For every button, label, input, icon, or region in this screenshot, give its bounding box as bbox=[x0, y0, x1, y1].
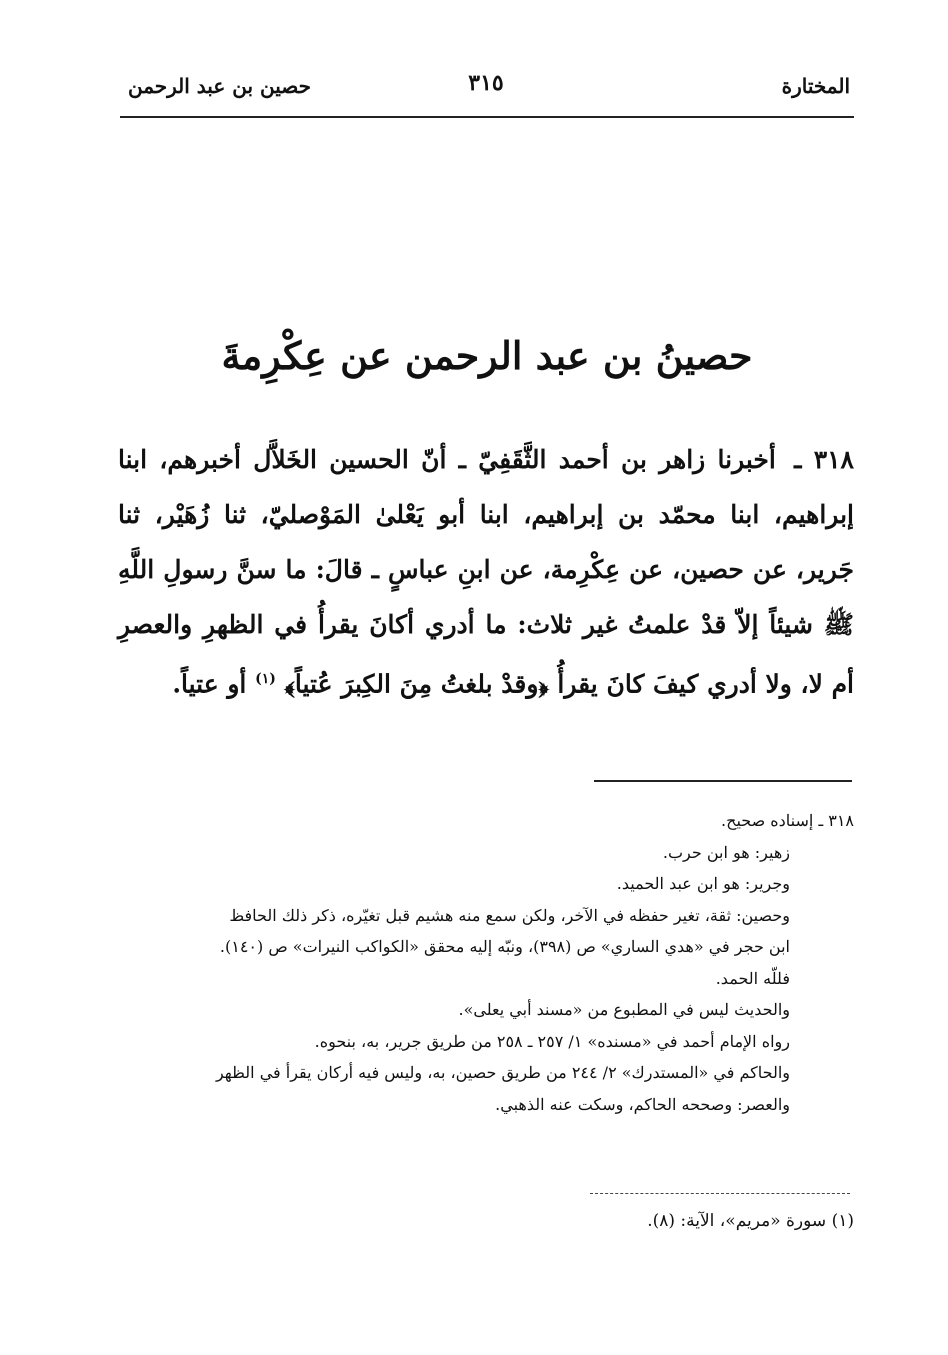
hadith-text-part-1: أخبرنا زاهر بن أحمد الثَّقَفِيّ ـ أنّ الحسين الخَلاَّل أخبرهم، ابنا إبراهيم، ابنا محمّد بن إبراهيم، ابنا أبو يَعْلىٰ المَوْصليّ، ثنا زُهَيْر، ثنا جَرير، عن حصين، عن عِكْرِمة، عن ابنِ عباسٍ ـ قالَ: ما سنَّ رسولِ اللَّهِ ﷺ شيئاً إلاّ قدْ علمتُ غير ثلاث: ما أدري أكانَ يقرأُ في الظهرِ والعصرِ أم لا، ولا أدري كيفَ كانَ يقرأُ bbox=[118, 445, 854, 699]
notes-rule bbox=[594, 780, 852, 782]
note-line: وجرير: هو ابن عبد الحميد. bbox=[616, 874, 790, 893]
section-title: حصينُ بن عبد الرحمن عن عِكْرِمةَ bbox=[221, 333, 753, 378]
note-line: فللّه الحمد. bbox=[715, 968, 790, 988]
note-line: رواه الإمام أحمد في «مسنده» ١/ ٢٥٧ ـ ٢٥٨ من طريق جرير، به، بنحوه. bbox=[314, 1031, 790, 1051]
note-line: زهير: هو ابن حرب. bbox=[662, 842, 790, 862]
hadith-number: ٣١٨ ـ bbox=[794, 445, 854, 474]
footnote-divider bbox=[590, 1193, 850, 1194]
note-line: والعصر: وصححه الحاكم، وسكت عنه الذهبي. bbox=[495, 1094, 790, 1114]
note-line: وحصين: ثقة، تغير حفظه في الآخر، ولكن سمع منه هشيم قبل تغيّره، ذكر ذلك الحافظ bbox=[229, 905, 790, 925]
hadith-text bbox=[118, 432, 854, 711]
note-line: ٣١٨ ـ إسناده صحيح. bbox=[721, 811, 854, 830]
page-number: ٣١٥ bbox=[468, 70, 504, 96]
note-line: ابن حجر في «هدي الساري» ص (٣٩٨)، ونبّه إليه محقق «الكواكب النيرات» ص (١٤٠). bbox=[219, 937, 790, 956]
footnote-reference[interactable]: (١) bbox=[255, 671, 276, 687]
quran-quote: ﴿وقدْ بلغتُ مِنَ الكِبرَ عُتياً﴾ bbox=[284, 669, 549, 699]
book-title: المختارة bbox=[781, 74, 850, 98]
hadith-text-part-2: أو عتياً. bbox=[172, 669, 247, 699]
footnote: (١) سورة «مريم»، الآية: (٨). bbox=[647, 1211, 854, 1231]
running-header bbox=[118, 66, 854, 106]
note-line: والحديث ليس في المطبوع من «مسند أبي يعلى». bbox=[458, 1000, 790, 1019]
header-rule bbox=[120, 116, 854, 118]
commentary-notes bbox=[118, 805, 854, 1120]
chapter-title: حصين بن عبد الرحمن bbox=[128, 74, 311, 98]
note-line: والحاكم في «المستدرك» ٢/ ٢٤٤ من طريق حصين، به، وليس فيه أركان يقرأ في الظهر bbox=[215, 1063, 790, 1082]
